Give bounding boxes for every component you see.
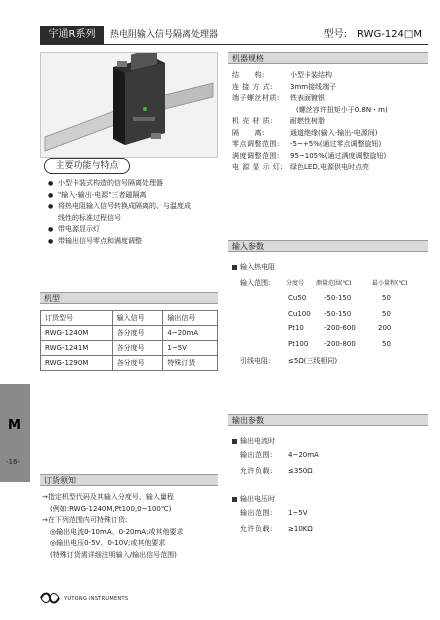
input-cell: -50-150	[324, 294, 352, 302]
table-row	[41, 341, 218, 356]
table-cell: 各分度号	[112, 326, 163, 341]
range-value: 1~5V	[288, 509, 308, 517]
table-cell: RWG-1290M	[41, 356, 113, 371]
input-cell: -200-800	[324, 340, 356, 348]
spec-row	[232, 162, 428, 174]
feature-item: ● 带电源显示灯	[46, 224, 222, 236]
din-rail-module-image	[41, 53, 217, 157]
spec-value: 绿色LED,电源供电时点亮	[290, 163, 369, 171]
spec-row	[232, 93, 428, 105]
features-list	[46, 178, 222, 247]
spec-row	[232, 82, 428, 94]
output-current-load	[240, 466, 313, 478]
spec-row	[232, 70, 428, 82]
feature-item: ● 将热电阻输入信号转换成隔离的、与温度成	[46, 201, 222, 213]
model-value: RWG-124□M	[357, 29, 422, 40]
model-number	[324, 26, 422, 44]
table-cell: 1~5V	[163, 341, 218, 356]
bullet-square-icon	[232, 439, 237, 444]
model-section-heading: 机型	[40, 292, 218, 304]
input-col-header: 最小量程(℃)	[372, 280, 408, 287]
spec-row	[232, 116, 428, 128]
input-cell: Pt10	[288, 324, 304, 332]
model-table	[40, 310, 218, 371]
spec-key: 隔 离:	[232, 128, 265, 137]
brand-logo-icon	[40, 592, 60, 604]
input-cell: 200	[378, 324, 392, 332]
spec-key: 结 构:	[232, 71, 265, 79]
output-current-range	[240, 450, 319, 462]
output-voltage-load	[240, 524, 313, 536]
order-line: (特殊订货需详细注明输入/输出信号范围)	[50, 550, 177, 559]
table-cell: 各分度号	[112, 356, 163, 371]
product-photo	[40, 52, 218, 158]
table-header-cell: 输出信号	[163, 311, 218, 326]
spec-value: 通道绝缘(输入-输出-电源间)	[290, 128, 378, 137]
table-row	[41, 356, 218, 371]
bullet-square-icon	[232, 497, 237, 502]
input-col-header: 分度号	[286, 280, 305, 287]
input-cell: -50-150	[324, 310, 352, 318]
table-cell: 特殊订货	[163, 356, 218, 371]
order-section-heading: 订货须知	[40, 474, 218, 486]
range-label: 输出范围:	[240, 509, 273, 517]
bullet-square-icon	[232, 265, 237, 270]
feature-item: ● 小型卡装式构造的信号隔离处理器	[46, 178, 222, 190]
output-voltage-sub	[232, 494, 275, 505]
lead-resistance-label: 引线电阻:	[240, 357, 271, 365]
spec-key: 零点调整范围:	[232, 140, 280, 148]
load-value: ≥10KΩ	[288, 525, 313, 533]
page-number: -16-	[6, 458, 20, 466]
spec-row	[232, 151, 428, 163]
output-current-label: 输出电流时	[240, 437, 275, 445]
load-label: 允许负载:	[240, 467, 273, 475]
output-voltage-label: 输出电压时	[240, 495, 275, 503]
input-sub-heading	[232, 262, 275, 273]
order-notes	[42, 492, 228, 561]
spec-row	[232, 128, 428, 140]
range-label: 输出范围:	[240, 451, 273, 459]
load-value: ≤350Ω	[288, 467, 313, 475]
spec-value: 3mm接线端子	[290, 82, 337, 91]
table-row	[41, 326, 218, 341]
table-cell: RWG-1241M	[41, 341, 113, 356]
input-cell: Cu50	[288, 294, 307, 302]
input-params-heading: 输入参数	[228, 240, 428, 252]
spec-value: 95~105%(通过满度调整旋钮)	[290, 151, 387, 160]
side-tab-letter: M	[8, 418, 21, 433]
output-current-sub	[232, 436, 275, 447]
model-label: 型号:	[323, 29, 348, 40]
table-header-cell: 订货型号	[41, 311, 113, 326]
input-cell: 50	[382, 294, 391, 302]
order-line: →在下列范围内可特殊订货:	[42, 516, 128, 524]
input-cell: 50	[382, 340, 391, 348]
table-cell: RWG-1240M	[41, 326, 113, 341]
spec-value: (螺丝容许扭矩小于0.8N・m)	[296, 105, 388, 114]
input-col-header: 测量范围(℃)	[316, 280, 352, 287]
order-line: ◎输出电流0-10mA、0-20mA;或其他要求	[50, 527, 184, 536]
feature-item-continued: 线性的标准过程信号	[58, 213, 121, 222]
spec-key: 电 源 显 示 灯:	[232, 163, 284, 171]
spec-value: 耐燃性树脂	[290, 117, 325, 125]
lead-resistance-value: ≤5Ω(三线相同)	[288, 357, 338, 365]
load-label: 允许负载:	[240, 525, 273, 533]
input-cell: Cu100	[288, 310, 311, 318]
order-line: ◎输出电压0-5V、0-10V;或其他要求	[50, 539, 166, 547]
order-line: (例如:RWG-1240M,Pt100,0~100℃)	[50, 504, 172, 513]
spec-row	[232, 139, 428, 151]
spec-key: 机 壳 材 质:	[232, 117, 274, 125]
input-cell: 50	[382, 310, 391, 318]
brand-logo-text: YUTONG INSTRUMENTS	[64, 596, 129, 602]
input-cell: Pt100	[288, 340, 309, 348]
table-cell: 各分度号	[112, 341, 163, 356]
spec-key: 连 接 方 式:	[232, 82, 274, 91]
spec-key: 满度调整范围:	[232, 151, 280, 160]
page-title: 热电阻输入信号隔离处理器	[110, 30, 219, 40]
input-cell: -200-600	[324, 324, 356, 332]
spec-value: 小型卡装结构	[290, 71, 332, 79]
series-badge: 宇通R系列	[40, 26, 104, 44]
specs-list	[232, 70, 428, 174]
table-cell: 4~20mA	[163, 326, 218, 341]
table-header-cell: 输入信号	[112, 311, 163, 326]
side-tab	[0, 384, 30, 482]
feature-item: ● 带输出信号零点和满度调整	[46, 236, 222, 248]
input-sub-label: 输入热电阻	[240, 263, 275, 271]
spec-key: 端子螺丝材质:	[232, 94, 280, 102]
output-params-heading: 输出参数	[228, 414, 428, 426]
spec-value: 铁表面镀银	[290, 94, 325, 102]
order-line: →指定机型代码及其输入分度号、输入量程	[42, 493, 174, 501]
feature-item: ● "输入-输出-电源"三者磁隔离	[46, 190, 222, 202]
table-header-row	[41, 311, 218, 326]
input-range-label: 输入范围:	[240, 279, 271, 287]
spec-value: -5~+5%(通过零点调整旋钮)	[290, 140, 382, 148]
output-voltage-range	[240, 508, 308, 520]
features-heading: 主要功能与特点	[44, 158, 130, 174]
specs-heading: 机器规格	[228, 52, 428, 64]
range-value: 4~20mA	[288, 451, 319, 459]
spec-row	[232, 105, 428, 117]
